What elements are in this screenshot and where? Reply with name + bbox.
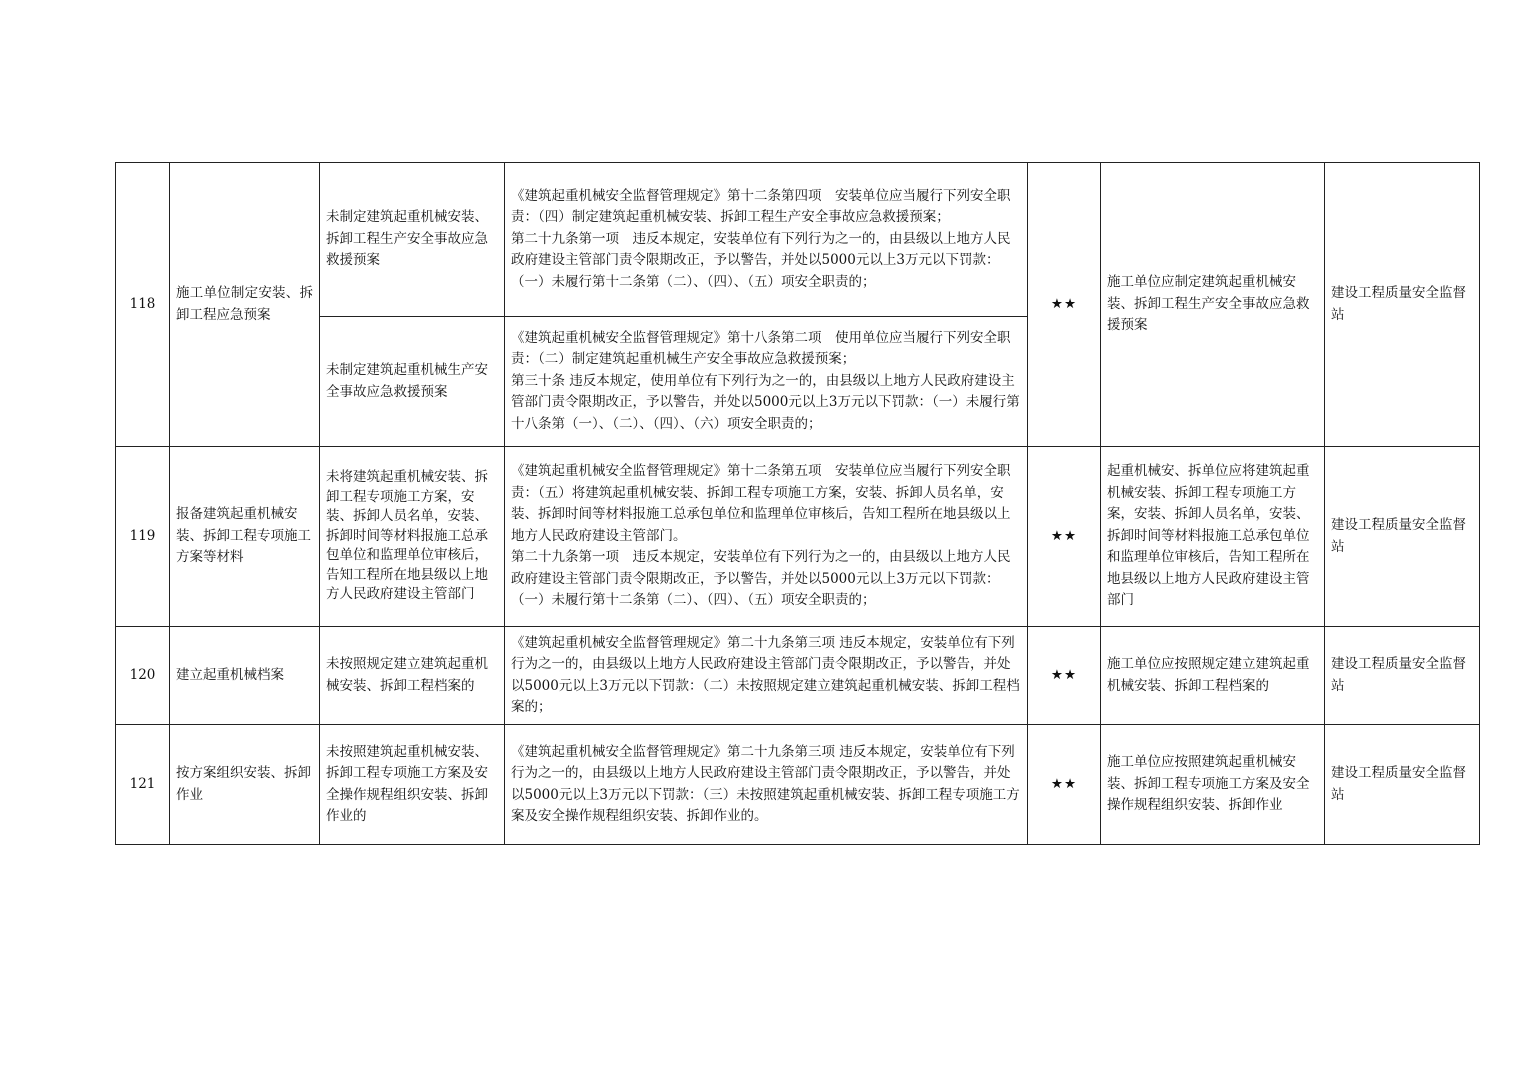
basis-paragraph: 第二十九条第一项 违反本规定，安装单位有下列行为之一的，由县级以上地方人民政府建设主管部门责令限期改正，予以警告，并处以5000元以上3万元以下罚款：（一）未履行第十二条第（二）、（四）、（五）项安全职责的； xyxy=(511,549,1011,609)
table-row xyxy=(116,725,1480,845)
problem-description: 未制定建筑起重机械生产安全事故应急救援预案 xyxy=(320,317,505,447)
table-row xyxy=(116,447,1480,627)
rectification-measure: 施工单位应按照规定建立建筑起重机械安装、拆卸工程档案的 xyxy=(1101,627,1325,725)
problem-description: 未按照规定建立建筑起重机械安装、拆卸工程档案的 xyxy=(320,627,505,725)
responsible-department: 建设工程质量安全监督站 xyxy=(1325,627,1480,725)
table-row xyxy=(116,163,1480,317)
risk-level-stars: ★★ xyxy=(1028,725,1101,845)
rectification-measure: 起重机械安、拆单位应将建筑起重机械安装、拆卸工程专项施工方案，安装、拆卸人员名单，安装、拆卸时间等材料报施工总承包单位和监理单位审核后，告知工程所在地县级以上地方人民政府建设主管部门 xyxy=(1101,447,1325,627)
rectification-measure: 施工单位应制定建筑起重机械安装、拆卸工程生产安全事故应急救援预案 xyxy=(1101,163,1325,447)
row-number: 118 xyxy=(116,163,170,447)
row-number: 120 xyxy=(116,627,170,725)
legal-basis xyxy=(505,447,1028,627)
responsible-department: 建设工程质量安全监督站 xyxy=(1325,163,1480,447)
basis-paragraph: 第二十九条第一项 违反本规定，安装单位有下列行为之一的，由县级以上地方人民政府建设主管部门责令限期改正，予以警告，并处以5000元以上3万元以下罚款：（一）未履行第十二条第（二）、（四）、（五）项安全职责的； xyxy=(511,230,1011,290)
responsible-department: 建设工程质量安全监督站 xyxy=(1325,447,1480,627)
basis-paragraph: 《建筑起重机械安全监督管理规定》第十八条第二项 使用单位应当履行下列安全职责：（二）制定建筑起重机械生产安全事故应急救援预案； xyxy=(511,329,1011,368)
legal-basis xyxy=(505,317,1028,447)
check-item: 报备建筑起重机械安装、拆卸工程专项施工方案等材料 xyxy=(170,447,320,627)
rectification-measure: 施工单位应按照建筑起重机械安装、拆卸工程专项施工方案及安全操作规程组织安装、拆卸作业 xyxy=(1101,725,1325,845)
basis-paragraph: 《建筑起重机械安全监督管理规定》第二十九条第三项 违反本规定，安装单位有下列行为之一的，由县级以上地方人民政府建设主管部门责令限期改正，予以警告，并处以5000元以上3万元以下罚款：（三）未按照建筑起重机械安装、拆卸工程专项施工方案及安全操作规程组织安装、拆卸作业的。 xyxy=(511,743,1020,824)
check-item: 按方案组织安装、拆卸作业 xyxy=(170,725,320,845)
table-row xyxy=(116,627,1480,725)
check-item: 建立起重机械档案 xyxy=(170,627,320,725)
risk-level-stars: ★★ xyxy=(1028,163,1101,447)
basis-paragraph: 《建筑起重机械安全监督管理规定》第二十九条第三项 违反本规定，安装单位有下列行为之一的，由县级以上地方人民政府建设主管部门责令限期改正，予以警告，并处以5000元以上3万元以下罚款：（二）未按照规定建立建筑起重机械安装、拆卸工程档案的； xyxy=(511,634,1020,715)
legal-basis xyxy=(505,627,1028,725)
risk-level-stars: ★★ xyxy=(1028,627,1101,725)
problem-description: 未将建筑起重机械安装、拆卸工程专项施工方案，安装、拆卸人员名单，安装、拆卸时间等材料报施工总承包单位和监理单位审核后，告知工程所在地县级以上地方人民政府建设主管部门 xyxy=(320,447,505,627)
problem-description: 未按照建筑起重机械安装、拆卸工程专项施工方案及安全操作规程组织安装、拆卸作业的 xyxy=(320,725,505,845)
legal-basis xyxy=(505,725,1028,845)
regulation-table xyxy=(115,162,1480,845)
legal-basis xyxy=(505,163,1028,317)
basis-paragraph: 第三十条 违反本规定，使用单位有下列行为之一的，由县级以上地方人民政府建设主管部门责令限期改正，予以警告，并处以5000元以上3万元以下罚款：（一）未履行第十八条第（一）、（二）、（四）、（六）项安全职责的； xyxy=(511,372,1020,432)
risk-level-stars: ★★ xyxy=(1028,447,1101,627)
basis-paragraph: 《建筑起重机械安全监督管理规定》第十二条第五项 安装单位应当履行下列安全职责：（五）将建筑起重机械安装、拆卸工程专项施工方案，安装、拆卸人员名单，安装、拆卸时间等材料报施工总承包单位和监理单位审核后，告知工程所在地县级以上地方人民政府建设主管部门。 xyxy=(511,463,1011,544)
basis-paragraph: 《建筑起重机械安全监督管理规定》第十二条第四项 安装单位应当履行下列安全职责：（四）制定建筑起重机械安装、拆卸工程生产安全事故应急救援预案； xyxy=(511,187,1011,226)
responsible-department: 建设工程质量安全监督站 xyxy=(1325,725,1480,845)
row-number: 121 xyxy=(116,725,170,845)
check-item: 施工单位制定安装、拆卸工程应急预案 xyxy=(170,163,320,447)
row-number: 119 xyxy=(116,447,170,627)
problem-description: 未制定建筑起重机械安装、拆卸工程生产安全事故应急救援预案 xyxy=(320,163,505,317)
